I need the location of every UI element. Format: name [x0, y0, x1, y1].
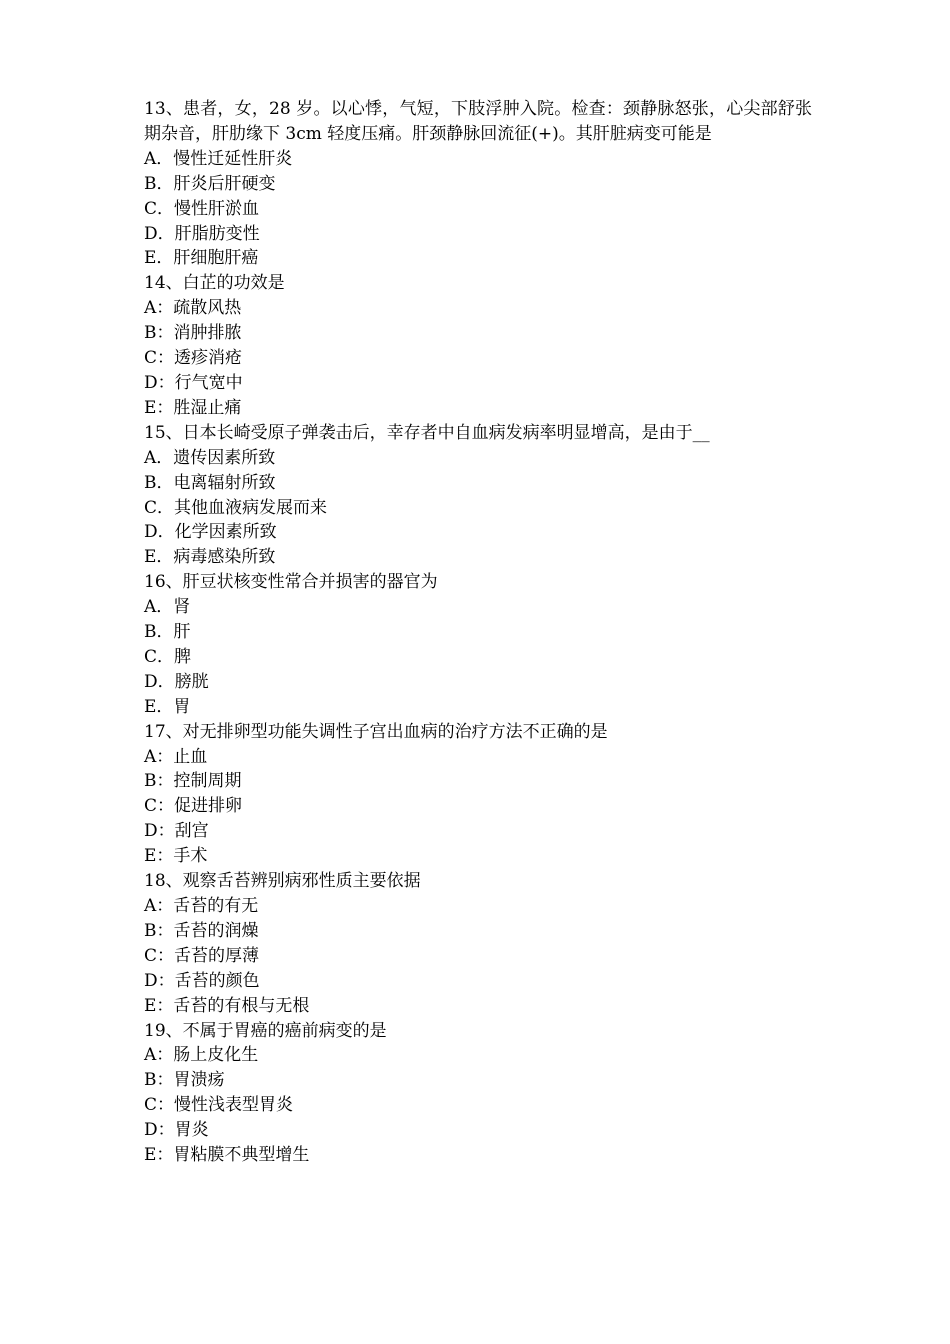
option-b: B．肝: [144, 622, 191, 643]
option-b: B：舌苔的润燥: [144, 920, 259, 941]
option-c: C：透疹消疮: [144, 348, 243, 369]
question-stem: 16、肝豆状核变性常合并损害的器官为: [144, 572, 438, 593]
question-stem: 13、患者，女，28 岁。以心悸，气短，下肢浮肿入院。检查：颈静脉怒张，心尖部舒张期杂音，肝肋缘下 3cm 轻度压痛。肝颈静脉回流征(+)。其肝脏病变可能是: [144, 99, 812, 144]
option-e: E．胃: [144, 696, 191, 717]
option-d: D：刮宫: [144, 821, 209, 842]
question-16: [144, 570, 812, 719]
option-e: E．肝细胞肝癌: [144, 248, 259, 269]
option-e: E：手术: [144, 846, 208, 867]
option-d: D：胃炎: [144, 1120, 209, 1141]
question-14: [144, 271, 812, 420]
option-c: C：促进排卵: [144, 796, 243, 817]
question-19: [144, 1019, 812, 1168]
option-c: C：慢性浅表型胃炎: [144, 1095, 294, 1116]
option-c: C．脾: [144, 646, 192, 667]
option-e: E．病毒感染所致: [144, 547, 276, 568]
option-d: D：行气宽中: [144, 372, 243, 393]
option-a: A：疏散风热: [144, 298, 242, 319]
option-a: A：止血: [144, 746, 208, 767]
document-body: [144, 97, 812, 1168]
option-a: A．遗传因素所致: [144, 447, 276, 468]
question-stem: 19、不属于胃癌的癌前病变的是: [144, 1020, 387, 1041]
question-stem: 15、日本长崎受原子弹袭击后，幸存者中自血病发病率明显增高，是由于__: [144, 422, 710, 443]
question-17: [144, 720, 812, 869]
option-c: C：舌苔的厚薄: [144, 945, 260, 966]
option-b: B．肝炎后肝硬变: [144, 173, 276, 194]
option-d: D．肝脂肪变性: [144, 223, 260, 244]
question-stem: 17、对无排卵型功能失调性子宫出血病的治疗方法不正确的是: [144, 721, 608, 742]
option-b: B：消肿排脓: [144, 323, 242, 344]
option-c: C．其他血液病发展而来: [144, 497, 328, 518]
question-stem: 18、观察舌苔辨别病邪性质主要依据: [144, 871, 421, 892]
option-a: A．肾: [144, 597, 191, 618]
option-b: B：胃溃疡: [144, 1070, 225, 1091]
option-a: A：肠上皮化生: [144, 1045, 259, 1066]
option-b: B．电离辐射所致: [144, 472, 276, 493]
option-d: D．膀胱: [144, 671, 209, 692]
option-b: B：控制周期: [144, 771, 242, 792]
option-d: D：舌苔的颜色: [144, 970, 260, 991]
question-stem: 14、白芷的功效是: [144, 273, 285, 294]
option-d: D．化学因素所致: [144, 522, 277, 543]
option-a: A．慢性迁延性肝炎: [144, 148, 293, 169]
question-13: [144, 97, 812, 271]
question-18: [144, 869, 812, 1018]
option-e: E：舌苔的有根与无根: [144, 995, 310, 1016]
option-e: E：胜湿止痛: [144, 397, 242, 418]
question-15: [144, 421, 812, 570]
option-a: A：舌苔的有无: [144, 896, 259, 916]
option-e: E：胃粘膜不典型增生: [144, 1145, 310, 1166]
option-c: C．慢性肝淤血: [144, 198, 260, 219]
